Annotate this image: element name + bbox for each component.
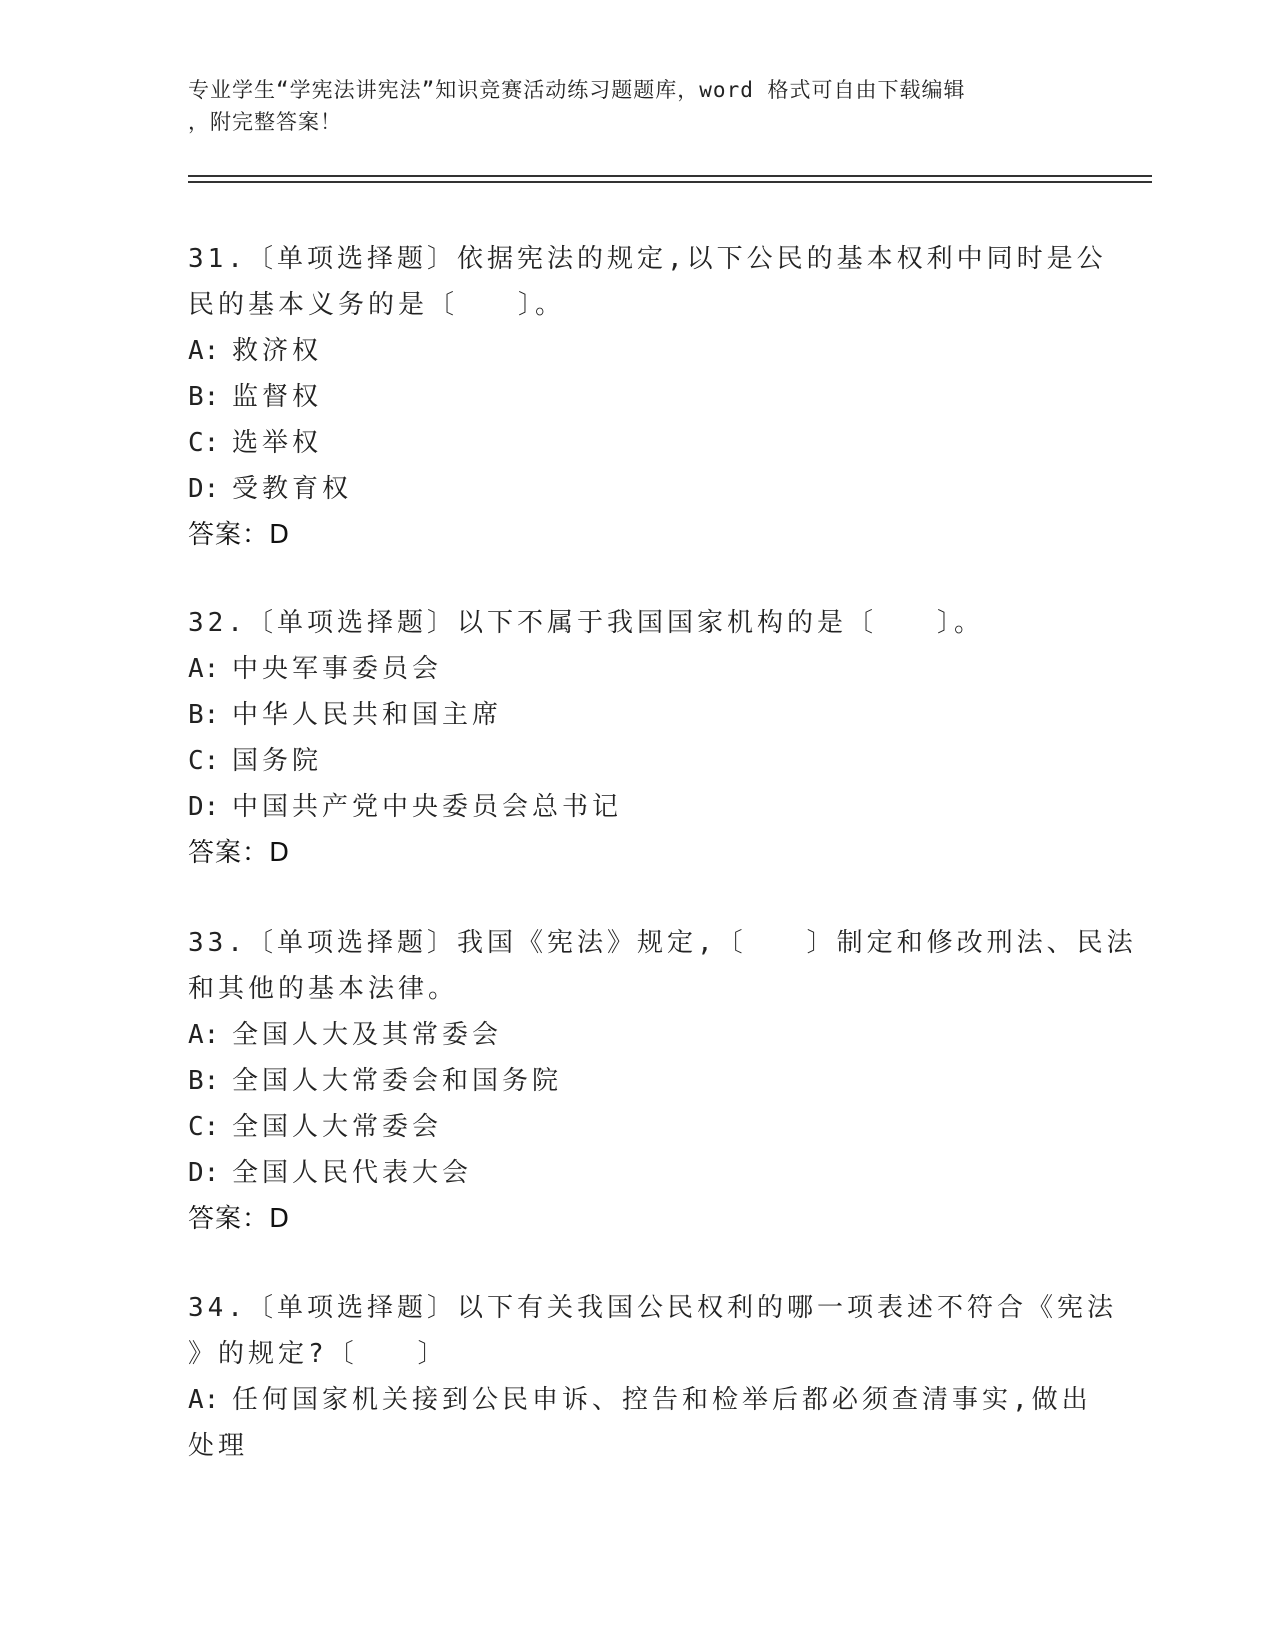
option-text: 监督权 bbox=[232, 382, 323, 412]
question-text bbox=[188, 920, 1137, 1012]
option-letter: A: bbox=[188, 1020, 220, 1050]
option-text: 全国人大常委会和国务院 bbox=[232, 1066, 563, 1096]
option-letter: A: bbox=[188, 1385, 220, 1415]
option-c bbox=[188, 738, 1088, 784]
option-letter: B: bbox=[188, 1066, 220, 1096]
option-text: 选举权 bbox=[232, 428, 323, 458]
option-letter: B: bbox=[188, 382, 220, 412]
option-b bbox=[188, 374, 1088, 420]
option-letter: B: bbox=[188, 700, 220, 730]
option-text: 全国人民代表大会 bbox=[232, 1158, 473, 1188]
option-letter: A: bbox=[188, 336, 220, 366]
question-text-line: 32.〔单项选择题〕以下不属于我国国家机构的是〔 〕。 bbox=[188, 608, 984, 638]
header-divider-bottom bbox=[188, 181, 1152, 183]
option-line bbox=[188, 1377, 1092, 1423]
option-text: 全国人大及其常委会 bbox=[232, 1020, 503, 1050]
header-line-2: ，附完整答案！ bbox=[188, 110, 342, 134]
question-text-line: 和其他的基本法律。 bbox=[188, 974, 459, 1004]
option-a bbox=[188, 328, 1088, 374]
option-letter: A: bbox=[188, 654, 220, 684]
option-letter: D: bbox=[188, 1158, 220, 1188]
option-letter: D: bbox=[188, 474, 220, 504]
option-text: 救济权 bbox=[232, 336, 323, 366]
answer-line: 答案：D bbox=[188, 838, 291, 868]
option-text: 中国共产党中央委员会总书记 bbox=[232, 792, 623, 822]
header-divider-top bbox=[188, 175, 1152, 177]
header-line-1: 专业学生“学宪法讲宪法”知识竞赛活动练习题题库，word 格式可自由下载编辑 bbox=[188, 78, 966, 102]
option-c bbox=[188, 1104, 1088, 1150]
question-text-line: 民的基本义务的是〔 〕。 bbox=[188, 290, 566, 320]
question-text-line: 31.〔单项选择题〕依据宪法的规定,以下公民的基本权利中同时是公 bbox=[188, 244, 1107, 274]
question-text-line: 34.〔单项选择题〕以下有关我国公民权利的哪一项表述不符合《宪法 bbox=[188, 1293, 1117, 1323]
question-33 bbox=[188, 920, 1137, 1242]
question-31 bbox=[188, 236, 1107, 558]
document-header bbox=[188, 74, 1068, 138]
question-text bbox=[188, 236, 1107, 328]
answer-line: 答案：D bbox=[188, 1204, 291, 1234]
option-text: 中央军事委员会 bbox=[232, 654, 443, 684]
option-letter: C: bbox=[188, 1112, 220, 1142]
option-a bbox=[188, 1377, 1092, 1469]
option-b bbox=[188, 692, 1088, 738]
option-b bbox=[188, 1058, 1088, 1104]
option-text: 全国人大常委会 bbox=[232, 1112, 443, 1142]
answer-line: 答案：D bbox=[188, 520, 291, 550]
question-32 bbox=[188, 600, 1088, 876]
option-text: 受教育权 bbox=[232, 474, 353, 504]
option-d bbox=[188, 466, 1088, 512]
option-text: 国务院 bbox=[232, 746, 323, 776]
option-letter: C: bbox=[188, 428, 220, 458]
question-text bbox=[188, 1285, 1117, 1377]
option-letter: D: bbox=[188, 792, 220, 822]
question-text-line: 33.〔单项选择题〕我国《宪法》规定,〔 〕制定和修改刑法、民法 bbox=[188, 928, 1137, 958]
option-a bbox=[188, 646, 1088, 692]
option-letter: C: bbox=[188, 746, 220, 776]
option-c bbox=[188, 420, 1088, 466]
option-text: 中华人民共和国主席 bbox=[232, 700, 503, 730]
option-d bbox=[188, 784, 1088, 830]
option-a bbox=[188, 1012, 1088, 1058]
option-text: 任何国家机关接到公民申诉、控告和检举后都必须查清事实,做出 bbox=[232, 1385, 1092, 1415]
question-text-line: 》的规定?〔 〕 bbox=[188, 1339, 448, 1369]
question-34 bbox=[188, 1285, 1117, 1469]
option-text-continued: 处理 bbox=[188, 1431, 249, 1461]
option-d bbox=[188, 1150, 1088, 1196]
question-text bbox=[188, 600, 1088, 646]
